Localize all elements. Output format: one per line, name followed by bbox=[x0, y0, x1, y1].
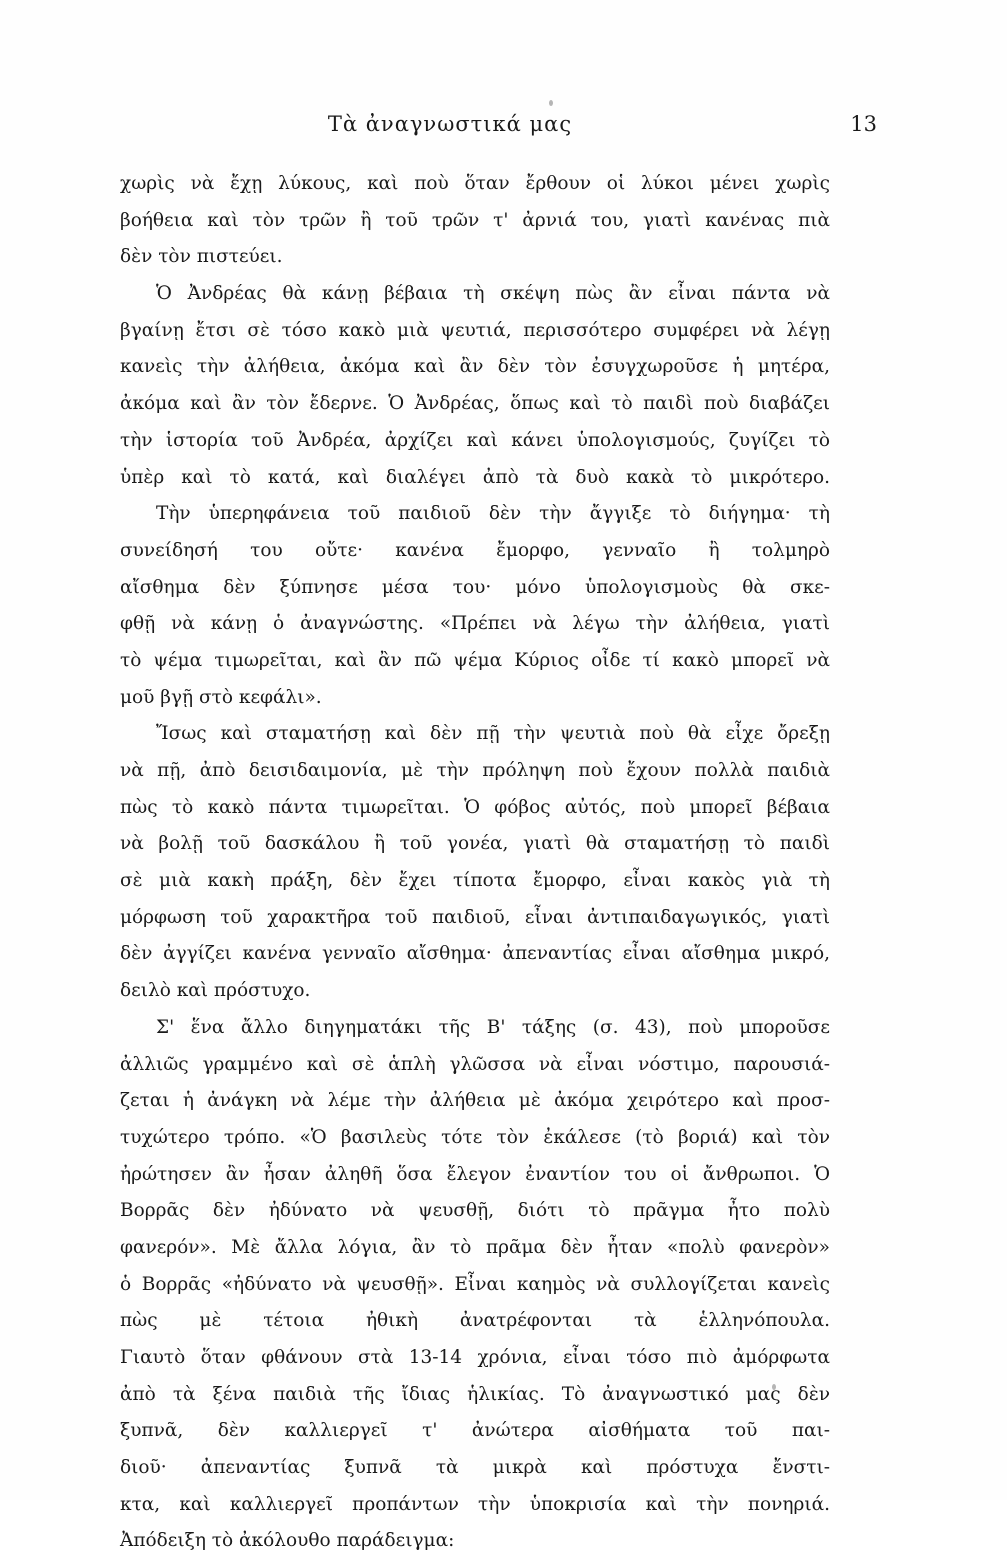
text-line: ἀπὸ τὰ ξένα παιδιὰ τῆς ἴδιας ἡλικίας. Τὸ ἀναγνωστικό μας δὲν bbox=[120, 1383, 830, 1405]
text-line: νὰ πῇ, ἀπὸ δεισιδαιμονία, μὲ τὴν πρόληψη ποὺ ἔχουν πολλὰ παιδιὰ bbox=[120, 760, 830, 781]
text-line: μοῦ βγῇ στὸ κεφάλι». bbox=[120, 686, 322, 708]
text-line: βγαίνῃ ἔτσι σὲ τόσο κακὸ μιὰ ψευτιά, περισσότερο συμφέρει νὰ λέγῃ bbox=[120, 319, 830, 341]
text-line: κανεὶς τὴν ἀλήθεια, ἀκόμα καὶ ἂν δὲν τὸν ἐσυγχωροῦσε ἡ μητέρα, bbox=[120, 356, 830, 378]
text-line: διοῦ· ἀπεναντίας ξυπνᾶ τὰ μικρὰ καὶ πρόστυχα ἔνστι- bbox=[120, 1457, 830, 1479]
text-line: χωρὶς νὰ ἔχῃ λύκους, καὶ ποὺ ὅταν ἔρθουν οἱ λύκοι μένει χωρὶς bbox=[120, 173, 830, 194]
text-line: Γιαυτὸ ὅταν φθάνουν στὰ 13-14 χρόνια, εἶναι τόσο πιὸ ἀμόρφωτα bbox=[120, 1347, 830, 1368]
text-line: ἀλλιῶς γραμμένο καὶ σὲ ἁπλὴ γλῶσσα νὰ εἶναι νόστιμο, παρουσιά- bbox=[120, 1053, 830, 1075]
text-line: Ἀπόδειξη τὸ ἀκόλουθο παράδειγμα: bbox=[120, 1530, 455, 1552]
text-line: δειλὸ καὶ πρόστυχο. bbox=[120, 980, 311, 1002]
text-line: ζεται ἡ ἀνάγκη νὰ λέμε τὴν ἀλήθεια μὲ ἀκόμα χειρότερο καὶ προσ- bbox=[120, 1090, 830, 1112]
text-line: αἴσθημα δὲν ξύπνησε μέσα του· μόνο ὑπολογισμοὺς θὰ σκε- bbox=[120, 576, 830, 598]
text-line: σὲ μιὰ κακὴ πράξη, δὲν ἔχει τίποτα ἔμορφο, εἶναι κακὸς γιὰ τὴ bbox=[120, 870, 830, 892]
text-line: Τὴν ὑπερηφάνεια τοῦ παιδιοῦ δὲν τὴν ἄγγιξε τὸ διήγημα· τὴ bbox=[156, 503, 830, 525]
text-line: νὰ βολῇ τοῦ δασκάλου ἢ τοῦ γονέα, γιατὶ θὰ σταματήσῃ τὸ παιδὶ bbox=[120, 833, 830, 855]
text-line: Ὁ Ἀνδρέας θὰ κάνῃ βέβαια τὴ σκέψη πὼς ἂν εἶναι πάντα νὰ bbox=[156, 283, 830, 305]
text-line: Ἴσως καὶ σταματήσῃ καὶ δὲν πῇ τὴν ψευτιὰ ποὺ θὰ εἶχε ὄρεξῃ bbox=[156, 723, 830, 745]
text-line: τὴν ἱστορία τοῦ Ἀνδρέα, ἀρχίζει καὶ κάνει ὑπολογισμούς, ζυγίζει τὸ bbox=[120, 429, 830, 451]
text-line: φανερόν». Μὲ ἄλλα λόγια, ἂν τὸ πρᾶμα δὲν ἦταν «πολὺ φανερὸν» bbox=[120, 1236, 830, 1258]
text-line: ὁ Βορρᾶς «ἠδύνατο νὰ ψευσθῇ». Εἶναι καημὸς νὰ συλλογίζεται κανεὶς bbox=[120, 1273, 830, 1295]
running-head bbox=[0, 112, 1007, 142]
text-line: ἀκόμα καὶ ἂν τὸν ἔδερνε. Ὁ Ἀνδρέας, ὅπως καὶ τὸ παιδὶ ποὺ διαβάζει bbox=[120, 393, 830, 415]
page-number: 13 bbox=[850, 112, 877, 136]
text-line: τὸ ψέμα τιμωρεῖται, καὶ ἂν πῶ ψέμα Κύριος οἶδε τί κακὸ μπορεῖ νὰ bbox=[120, 649, 830, 671]
running-title: Τὰ ἀναγνωστικά μας bbox=[327, 112, 573, 136]
text-line: ὑπὲρ καὶ τὸ κατά, καὶ διαλέγει ἀπὸ τὰ δυὸ κακὰ τὸ μικρότερο. bbox=[120, 466, 830, 488]
text-line: τυχώτερο τρόπο. «Ὁ βασιλεὺς τότε τὸν ἐκάλεσε (τὸ βοριά) καὶ τὸν bbox=[120, 1126, 830, 1148]
text-line: συνείδησή του οὔτε· κανένα ἔμορφο, γενναῖο ἢ τολμηρὸ bbox=[120, 539, 830, 561]
text-line: Βορρᾶς δὲν ἠδύνατο νὰ ψευσθῇ, διότι τὸ πρᾶγμα ἦτο πολὺ bbox=[120, 1200, 830, 1222]
text-line: δὲν τὸν πιστεύει. bbox=[120, 246, 283, 268]
body-text bbox=[120, 166, 830, 1560]
text-line: φθῇ νὰ κάνῃ ὁ ἀναγνώστης. «Πρέπει νὰ λέγω τὴν ἀλήθεια, γιατὶ bbox=[120, 613, 830, 635]
text-line: κτα, καὶ καλλιεργεῖ προπάντων τὴν ὑποκρισία καὶ τὴν πονηριά. bbox=[120, 1493, 830, 1515]
text-line: πὼς τὸ κακὸ πάντα τιμωρεῖται. Ὁ φόβος αὐτός, ποὺ μπορεῖ βέβαια bbox=[120, 796, 830, 818]
text-line: δὲν ἀγγίζει κανένα γενναῖο αἴσθημα· ἀπεναντίας εἶναι αἴσθημα μικρό, bbox=[120, 943, 830, 965]
text-line: ἠρώτησεν ἂν ἦσαν ἀληθῆ ὅσα ἔλεγον ἐναντίον του οἱ ἄνθρωποι. Ὁ bbox=[120, 1163, 830, 1185]
text-line: πὼς μὲ τέτοια ἠθικὴ ἀνατρέφονται τὰ ἑλληνόπουλα. bbox=[120, 1310, 830, 1332]
text-line: βοήθεια καὶ τὸν τρῶν ἢ τοῦ τρῶν τ' ἀρνιά του, γιατὶ κανένας πιὰ bbox=[120, 209, 830, 231]
text-line: ξυπνᾶ, δὲν καλλιεργεῖ τ' ἀνώτερα αἰσθήματα τοῦ παι- bbox=[120, 1420, 830, 1442]
text-line: μόρφωση τοῦ χαρακτῆρα τοῦ παιδιοῦ, εἶναι ἀντιπαιδαγωγικός, γιατὶ bbox=[120, 906, 830, 928]
text-line: Σ' ἕνα ἄλλο διηγηματάκι τῆς Β' τάξης (σ. 43), ποὺ μποροῦσε bbox=[156, 1016, 830, 1038]
ink-speck bbox=[549, 100, 553, 106]
